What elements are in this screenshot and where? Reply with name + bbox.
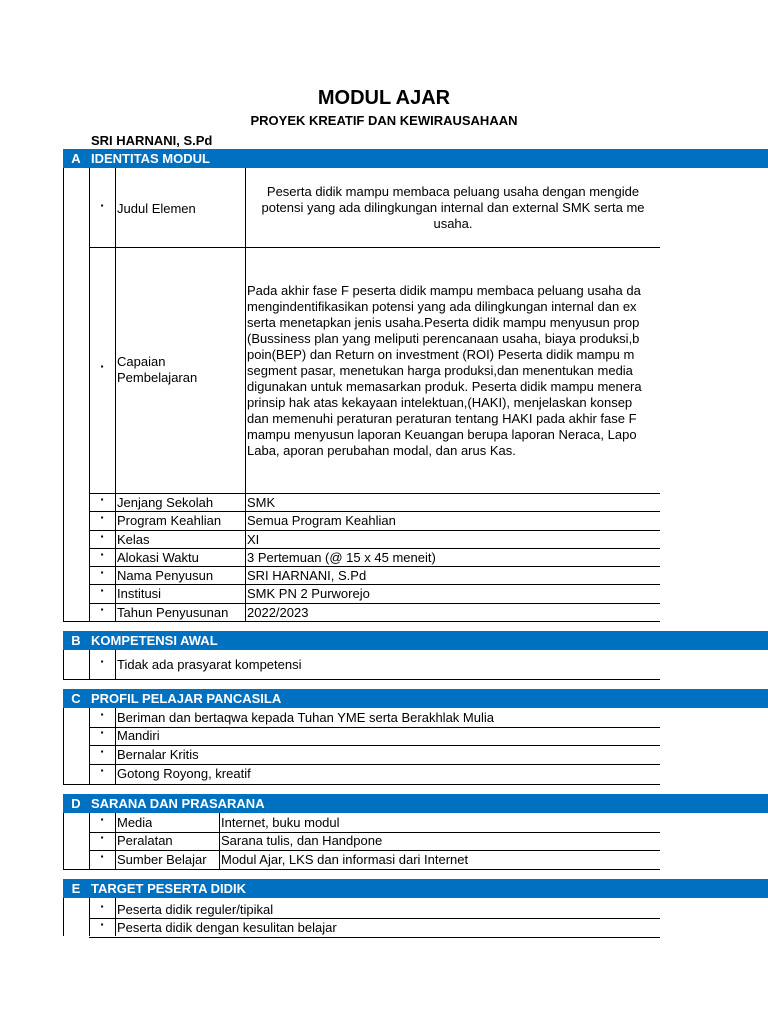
section-c-title: PROFIL PELAJAR PANCASILA <box>91 691 282 706</box>
row-label: Sumber Belajar <box>117 852 207 867</box>
section-d-title: SARANA DAN PRASARANA <box>91 796 265 811</box>
row-value: SRI HARNANI, S.Pd <box>247 568 367 583</box>
section-e-title: TARGET PESERTA DIDIK <box>91 881 247 896</box>
document-subtitle: PROYEK KREATIF DAN KEWIRAUSAHAAN <box>250 113 518 128</box>
row-label: Institusi <box>117 586 162 601</box>
bullet-icon: ▪ <box>100 833 104 842</box>
row-value: 2022/2023 <box>247 605 309 620</box>
grid-line <box>115 813 116 870</box>
row-value: XI <box>247 532 260 547</box>
judul-elemen-line: Peserta didik mampu membaca peluang usaha dengan mengide <box>266 184 640 199</box>
bullet-icon: ▪ <box>100 657 104 666</box>
grid-line <box>89 603 660 604</box>
grid-line <box>115 650 116 680</box>
capaian-line: prinsip hak atas kekayaan intelektuan,(HAKI), menjelaskan konsep <box>247 395 633 410</box>
capaian-label: Capaian <box>117 354 166 369</box>
grid-line <box>89 530 660 531</box>
row-label: Alokasi Waktu <box>117 550 199 565</box>
list-item: Peserta didik dengan kesulitan belajar <box>117 920 337 935</box>
grid-line <box>63 168 64 622</box>
section-b-title: KOMPETENSI AWAL <box>91 633 218 648</box>
bullet-icon: ▪ <box>100 710 104 719</box>
capaian-line: mampu menyusun laporan Keuangan berupa laporan Neraca, Lapo <box>247 427 637 442</box>
bullet-icon: ▪ <box>100 902 104 911</box>
row-value: Semua Program Keahlian <box>247 513 396 528</box>
grid-line <box>219 813 220 870</box>
grid-line <box>63 869 660 870</box>
row-value: SMK PN 2 Purworejo <box>247 586 370 601</box>
bullet-icon: ▪ <box>100 550 104 559</box>
grid-line <box>89 850 660 851</box>
bullet-icon: ▪ <box>100 586 104 595</box>
judul-elemen-line: potensi yang ada dilingkungan internal dan external SMK serta me <box>261 200 645 215</box>
bullet-icon: ▪ <box>100 747 104 756</box>
bullet-icon: ▪ <box>100 201 104 210</box>
capaian-line: segment pasar, menetukan harga produksi,dan menentukan media <box>247 363 633 378</box>
list-item: Beriman dan bertaqwa kepada Tuhan YME serta Berakhlak Mulia <box>117 710 494 725</box>
section-a-title: IDENTITAS MODUL <box>91 151 210 166</box>
row-label: Peralatan <box>117 833 173 848</box>
section-b-header <box>63 631 768 650</box>
list-item: Bernalar Kritis <box>117 747 199 762</box>
grid-line <box>89 918 660 919</box>
bullet-icon: ▪ <box>100 920 104 929</box>
row-label: Nama Penyusun <box>117 568 214 583</box>
grid-line <box>89 247 660 248</box>
bullet-icon: ▪ <box>100 495 104 504</box>
section-e-header <box>63 879 768 898</box>
grid-line <box>63 784 660 785</box>
grid-line <box>63 708 64 785</box>
bullet-icon: ▪ <box>100 532 104 541</box>
section-b-letter: B <box>71 633 81 648</box>
grid-line <box>245 168 246 622</box>
bullet-icon: ▪ <box>100 728 104 737</box>
grid-line <box>63 898 64 936</box>
capaian-line: Pada akhir fase F peserta didik mampu membaca peluang usaha da <box>247 283 641 298</box>
list-item: Mandiri <box>117 728 160 743</box>
section-d-header <box>63 794 768 813</box>
bullet-icon: ▪ <box>100 605 104 614</box>
document-title: MODUL AJAR <box>317 87 451 109</box>
list-item: Tidak ada prasyarat kompetensi <box>117 657 302 672</box>
row-label: Kelas <box>117 532 150 547</box>
row-label: Program Keahlian <box>117 513 222 528</box>
grid-line <box>63 650 64 680</box>
section-e-letter: E <box>71 881 81 896</box>
grid-line <box>89 511 660 512</box>
row-label: Media <box>117 815 153 830</box>
author-name: SRI HARNANI, S.Pd <box>91 133 213 148</box>
grid-line <box>63 679 660 680</box>
bullet-icon: ▪ <box>100 852 104 861</box>
capaian-line: Laba, aporan perubahan modal, dan arus Kas. <box>247 443 516 458</box>
capaian-line: digunakan untuk memasarkan produk. Peserta didik mampu menera <box>247 379 642 394</box>
grid-line <box>89 493 660 494</box>
capaian-label: Pembelajaran <box>117 370 198 385</box>
grid-line <box>115 898 116 936</box>
list-item: Peserta didik reguler/tipikal <box>117 902 274 917</box>
row-value: Internet, buku modul <box>221 815 340 830</box>
row-value: Sarana tulis, dan Handpone <box>221 833 383 848</box>
capaian-line: (Bussiness plan yang meliputi perencanaan usaha, biaya produksi,b <box>247 331 640 346</box>
bullet-icon: ▪ <box>100 766 104 775</box>
row-value: 3 Pertemuan (@ 15 x 45 meneit) <box>247 550 436 565</box>
list-item: Gotong Royong, kreatif <box>117 766 251 781</box>
capaian-line: dan memenuhi peraturan peraturan tentang HAKI pada akhir fase F <box>247 411 637 426</box>
section-d-letter: D <box>71 796 81 811</box>
row-label: Jenjang Sekolah <box>117 495 214 510</box>
grid-line <box>63 621 660 622</box>
grid-line <box>89 764 660 765</box>
judul-elemen-label: Judul Elemen <box>117 201 196 216</box>
row-value: Modul Ajar, LKS dan informasi dari Internet <box>221 852 469 867</box>
grid-line <box>115 708 116 785</box>
capaian-line: mengindentifikasikan potensi yang ada dilingkungan internal dan ex <box>247 299 637 314</box>
grid-line <box>89 566 660 567</box>
section-a-header <box>63 149 768 168</box>
capaian-line: poin(BEP) dan Return on investment (ROI) Peserta didik mampu m <box>247 347 635 362</box>
judul-elemen-line: usaha. <box>433 216 473 231</box>
row-value: SMK <box>247 495 276 510</box>
grid-line <box>89 548 660 549</box>
bullet-icon: ▪ <box>100 362 104 371</box>
capaian-line: serta menetapkan jenis usaha.Peserta didik mampu menyusun prop <box>247 315 640 330</box>
section-c-header <box>63 689 768 708</box>
bullet-icon: ▪ <box>100 513 104 522</box>
grid-line <box>89 727 660 728</box>
grid-line <box>115 168 116 622</box>
section-a-letter: A <box>71 151 81 166</box>
bullet-icon: ▪ <box>100 568 104 577</box>
grid-line <box>89 584 660 585</box>
grid-line <box>63 813 64 870</box>
row-label: Tahun Penyusunan <box>117 605 229 620</box>
section-c-letter: C <box>71 691 81 706</box>
bullet-icon: ▪ <box>100 815 104 824</box>
grid-line <box>89 745 660 746</box>
grid-line <box>89 937 660 938</box>
